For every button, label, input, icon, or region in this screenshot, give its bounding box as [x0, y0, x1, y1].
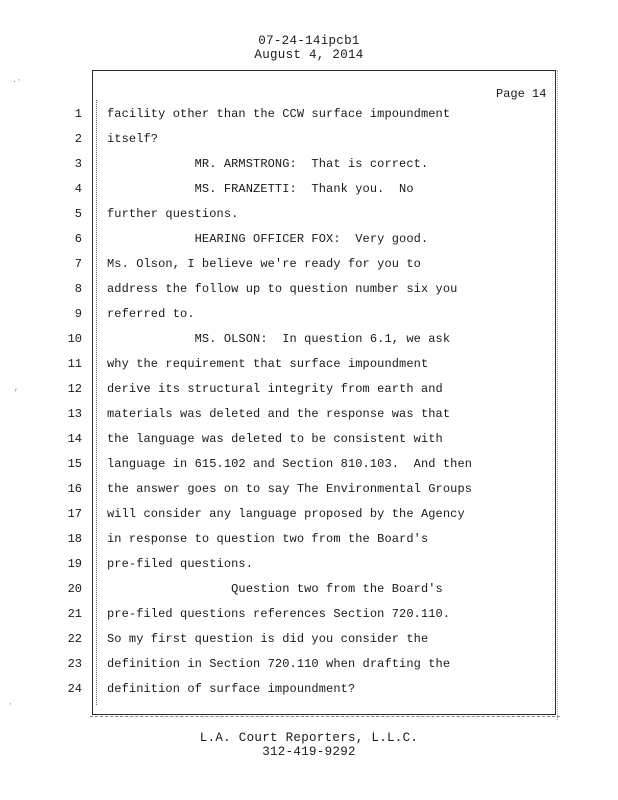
- line-number: 5: [74, 207, 82, 221]
- transcript-line-text: pre-filed questions.: [107, 557, 254, 571]
- line-number: 13: [67, 407, 82, 421]
- line-number: 14: [67, 432, 82, 446]
- line-number: 20: [67, 582, 82, 596]
- header-case-number: 07-24-14ipcb1: [258, 34, 360, 48]
- footer-phone: 312-419-9292: [262, 745, 356, 759]
- transcript-line-text: the language was deleted to be consistent with: [107, 432, 443, 446]
- transcript-line-text: the answer goes on to say The Environmental Groups: [107, 482, 473, 496]
- transcript-line-text: So my first question is did you consider the: [107, 632, 429, 646]
- header-date: August 4, 2014: [254, 48, 364, 62]
- transcript-line-text: further questions.: [107, 207, 239, 221]
- transcript-line-text: MR. ARMSTRONG: That is correct.: [107, 157, 429, 171]
- transcript-line-text: will consider any language proposed by the Agency: [107, 507, 465, 521]
- transcript-line-text: address the follow up to question number six you: [107, 282, 458, 296]
- transcript-line-text: itself?: [107, 132, 159, 146]
- line-number: 23: [67, 657, 82, 671]
- transcript-line-text: language in 615.102 and Section 810.103. And then: [107, 457, 473, 471]
- line-number: 6: [74, 232, 82, 246]
- transcript-line-text: Ms. Olson, I believe we're ready for you to: [107, 257, 421, 271]
- line-number: 12: [67, 382, 82, 396]
- transcript-line-text: MS. OLSON: In question 6.1, we ask: [107, 332, 451, 346]
- transcript-line-text: definition in Section 720.110 when drafting the: [107, 657, 451, 671]
- transcript-line-text: facility other than the CCW surface impoundment: [107, 107, 451, 121]
- line-number: 22: [67, 632, 82, 646]
- transcript-line-text: definition of surface impoundment?: [107, 682, 356, 696]
- line-number: 15: [67, 457, 82, 471]
- line-number: 1: [74, 107, 82, 121]
- page-number-label: Page 14: [496, 87, 547, 101]
- line-number: 19: [67, 557, 82, 571]
- line-number: 17: [67, 507, 82, 521]
- transcript-line-text: materials was deleted and the response was that: [107, 407, 451, 421]
- line-number: 4: [74, 182, 82, 196]
- scan-speck: ,: [14, 384, 19, 393]
- line-number: 8: [74, 282, 82, 296]
- line-number: 18: [67, 532, 82, 546]
- line-number: 10: [67, 332, 82, 346]
- scan-speck: ·: [8, 700, 13, 709]
- transcript-line-text: why the requirement that surface impoundment: [107, 357, 429, 371]
- scan-speck: .·: [12, 76, 22, 85]
- transcript-line-text: pre-filed questions references Section 720.110.: [107, 607, 451, 621]
- transcript-line-text: derive its structural integrity from earth and: [107, 382, 443, 396]
- transcript-line-text: referred to.: [107, 307, 195, 321]
- line-number-rule: [96, 100, 97, 705]
- line-number: 3: [74, 157, 82, 171]
- transcript-line-text: MS. FRANZETTI: Thank you. No: [107, 182, 414, 196]
- transcript-line-text: in response to question two from the Board's: [107, 532, 429, 546]
- line-number: 2: [74, 132, 82, 146]
- line-number: 9: [74, 307, 82, 321]
- line-number: 24: [67, 682, 82, 696]
- footer-reporter-name: L.A. Court Reporters, L.L.C.: [199, 731, 419, 745]
- line-number: 21: [67, 607, 82, 621]
- line-number: 7: [74, 257, 82, 271]
- line-number: 11: [67, 357, 82, 371]
- frame-bottom-edge: [90, 716, 560, 720]
- line-number: 16: [67, 482, 82, 496]
- frame-right-edge: [557, 70, 560, 720]
- transcript-line-text: HEARING OFFICER FOX: Very good.: [107, 232, 429, 246]
- transcript-line-text: Question two from the Board's: [107, 582, 443, 596]
